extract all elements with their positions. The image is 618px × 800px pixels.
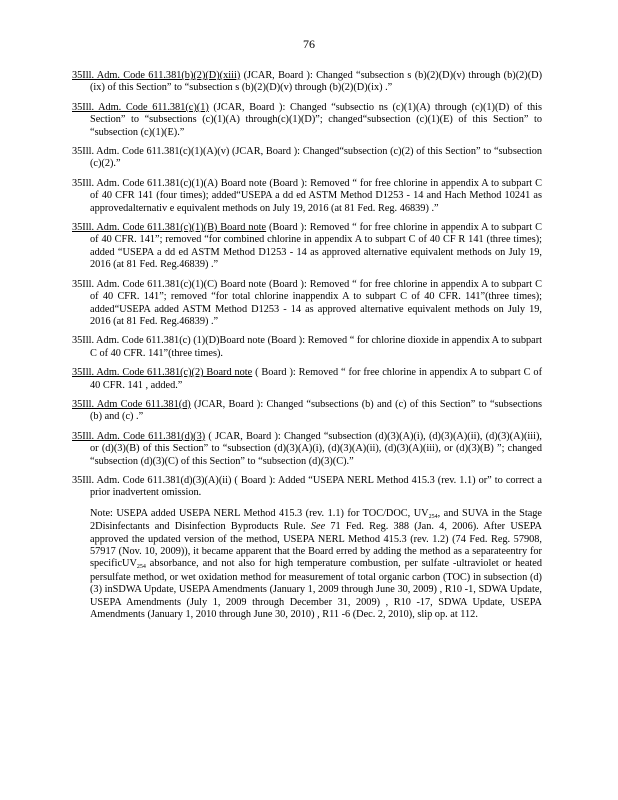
- entry-text: (JCAR, Board ): Changed “subsections (b) and (c) of this Section” to “subsections (b) and (c) .”: [90, 398, 542, 423]
- citation: 35Ill. Adm. Code 611.381(c)(1)(A): [72, 177, 218, 189]
- citation: 35Ill. Adm. Code 611.381(c) (1)(D)Board note: [72, 335, 266, 347]
- amendment-entry: [72, 335, 542, 360]
- entry-text: (Board ): Removed “ for free chlorine in appendix A to subpart C of 40 CFR. 141”; removed “for combined chlorine in appendix A to subpart C of 40 CF R 141 (three times); added “USEPA a dd ed ASTM Method D1253 - 14 as approved alternative equivalent methods on July 19, 2016 (at 81 Fed. Reg.46839) .”: [90, 222, 542, 271]
- citation: 35Ill. Adm. Code 611.381(c)(2) Board note: [72, 367, 253, 379]
- note-paragraph: [72, 508, 542, 622]
- note-text: , and SUVA in the Stage 2Disinfectants and Disinfection Byproducts Rule.: [90, 507, 542, 533]
- citation: 35Ill. Adm. Code 611.381(b)(2)(D)(xiii): [72, 70, 241, 81]
- entry-text: (Board ): Removed “ for chlorine dioxide in appendix A to subpart C of 40 CFR. 141”(three times).: [90, 335, 543, 359]
- citation: 35Ill. Adm. Code 611.381(c)(1)(A)(v): [72, 146, 230, 158]
- note-text: absorbance, and not also for high temperature combustion, per sulfate -ultraviolet or heated persulfate method, or wet oxidation method for measurement of total organic carbon (TOC) in subsection (d)(3) inSDWA Update, USEPA Amendments (January 1, 2009 through June 30, 2009) , R10 -1, SDWA Update, USEPA Amendments (July 1, 2009 through December 31, 2009) , R10 -17, SDWA Update, USEPA Amendments (January 1, 2010 through June 30, 2010) , R11 -6 (Dec. 2, 2010), slip op. at 112.: [90, 558, 542, 621]
- entry-text: Board note (Board ): Removed “ for free chlorine in appendix A to subpart C of 40 CFR 141 (four times); added“USEPA a dd ed ASTM Method D1253 - 14 and Hach Method 10241 as approvedalternativ e equivalent methods on July 19, 2016 (at 81 Fed. Reg. 46839) .”: [90, 177, 543, 214]
- amendment-entry: [72, 431, 542, 468]
- page-number: 76: [303, 37, 315, 51]
- citation: 35Ill. Adm. Code 611.381(d)(3)(A)(ii): [72, 474, 232, 486]
- amendment-entry: [72, 399, 542, 424]
- amendment-list: [72, 70, 542, 628]
- amendment-entry: [72, 475, 542, 500]
- note-text: 71 Fed. Reg. 388 (Jan. 4, 2006). After USEPA approved the updated version of the method, USEPA NERL Method 415.3 (rev. 1.2) (74 Fed. Reg. 57908, 57917 (Nov. 10, 2009)), it became apparent that the Board erred by adding the method as a separateentry for specificUV: [90, 521, 542, 570]
- amendment-entry: [72, 178, 542, 215]
- subscript: 254: [136, 564, 146, 571]
- see-signal: See: [310, 521, 326, 533]
- subscript: 254: [428, 513, 438, 520]
- citation: 35Ill. Adm. Code 611.381(d)(3): [72, 430, 206, 442]
- entry-text: ( Board ): Removed “ for free chlorine in appendix A to subpart C of 40 CFR. 141 , added.”: [90, 367, 542, 391]
- note-text: Note: USEPA added USEPA NERL Method 415.3 (rev. 1.1) for TOC/DOC, UV: [90, 507, 429, 519]
- entry-text: ( JCAR, Board ): Changed “subsection (d)(3)(A)(i), (d)(3)(A)(ii), (d)(3)(A)(iii), or (d)(3)(B) of this Section” to “subsection (d)(3)(A)(i), (d)(3)(A)(ii), (d)(3)(A)(iii), or (d)(3)(B) ”; changed “subsection (d)(3)(C) of this Section” to “subsection (d)(3)(C).”: [90, 430, 542, 467]
- amendment-entry: [72, 70, 542, 95]
- citation: 35Ill. Adm. Code 611.381(c)(1)(B) Board note: [72, 222, 267, 234]
- entry-text: (JCAR, Board ): Changed“subsection (c)(2) of this Section” to “subsection (c)(2).”: [90, 146, 542, 170]
- entry-text: Board note (Board ): Removed “ for free chlorine in appendix A to subpart C of 40 CFR. 141”; removed “for total chlorine inappendix A to subpart C of 40 CFR. 141”(three times); added“USEPA added ASTM Method D1253 - 14 as approved alternative equivalent methods on July 19, 2016 (at 81 Fed. Reg.46839) .”: [90, 278, 543, 327]
- amendment-entry: [72, 102, 542, 139]
- citation: 35Ill. Adm. Code 611.381(c)(1)(C): [72, 278, 218, 290]
- entry-text: (JCAR, Board ): Changed “subsectio ns (c)(1)(A) through (c)(1)(D) of this Section” to “subsections (c)(1)(A) through(c)(1)(D)”; changed“subsection (c)(1)(E) of this Section” to “subsection (c)(1)(E).”: [90, 101, 542, 138]
- amendment-entry: [72, 367, 542, 392]
- entry-text: (JCAR, Board ): Changed “subsection s (b)(2)(D)(v) through (b)(2)(D)(ix) of this Section” to “subsection s (b)(2)(D)(v) through (b)(2)(D)(ix) .”: [90, 70, 542, 94]
- citation: 35Ill. Adm Code 611.381(d): [72, 398, 191, 410]
- amendment-entry: [72, 146, 542, 171]
- citation: 35Ill. Adm. Code 611.381(c)(1): [72, 101, 209, 113]
- amendment-entry: [72, 222, 542, 272]
- entry-text: ( Board ): Added “USEPA NERL Method 415.3 (rev. 1.1) or” to correct a prior inadvertent omission.: [90, 474, 542, 499]
- amendment-entry: [72, 279, 542, 329]
